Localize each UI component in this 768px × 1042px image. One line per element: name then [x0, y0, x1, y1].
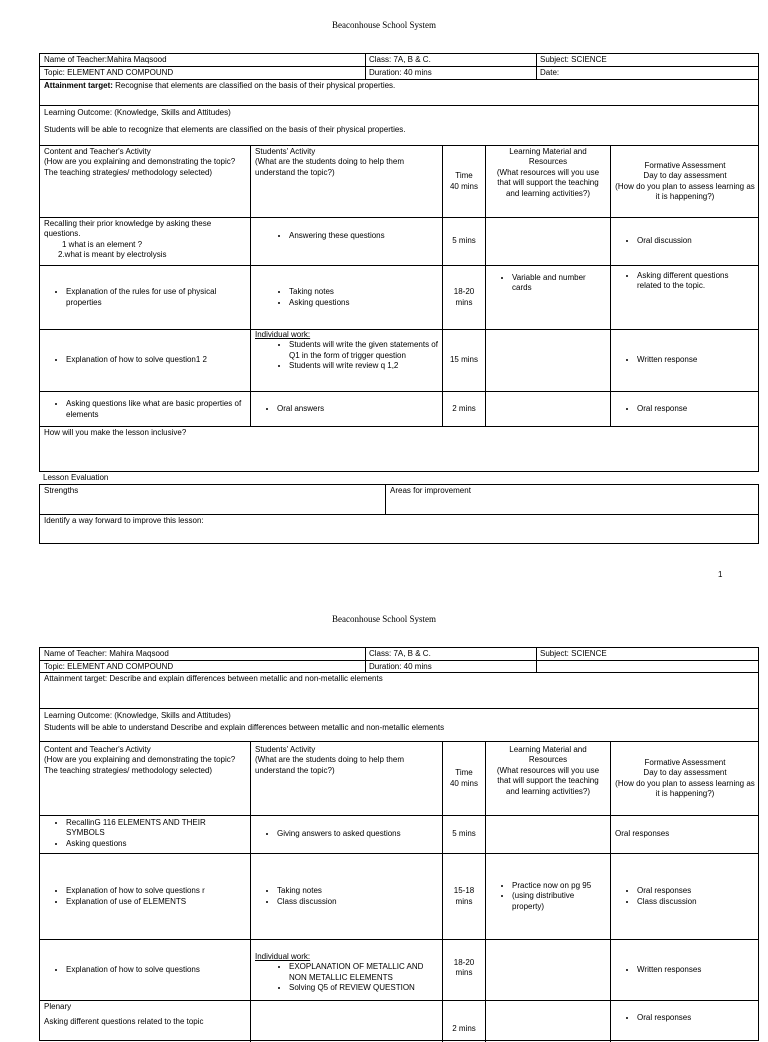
- date-field: Date:: [540, 68, 560, 77]
- attainment-text-page2: Describe and explain differences between metallic and non-metallic elements: [109, 674, 383, 683]
- class-info: Class: 7A, B & C.: [369, 55, 431, 64]
- attainment-target: [40, 80, 758, 92]
- attainment-block-page2: [39, 672, 759, 742]
- p2-row2-material: • Practice now on pg 95 • (using distributive property): [486, 854, 610, 939]
- attainment-label-page2: Attainment target:: [44, 674, 108, 683]
- plenary-time: 2 mins: [452, 1024, 476, 1033]
- learning-outcome-text-page2: Students will be able to understand Describe and explain differences between metallic and non-metallic elements: [44, 723, 445, 732]
- attainment-target-page2: [40, 673, 758, 685]
- plenary-label: Plenary: [44, 1002, 72, 1011]
- attainment-label: Attainment target:: [44, 81, 113, 90]
- p2-row2-content: • Explanation of how to solve questions r • Explanation of use of ELEMENTS: [40, 854, 250, 939]
- duration-info: Duration: 40 mins: [369, 68, 432, 77]
- p2-row1-students: • Giving answers to asked questions: [251, 816, 442, 853]
- p2-row2-students: • Taking notes • Class discussion: [251, 854, 442, 939]
- p2-row3-students: Individual work: • EXOPLANATION OF METALLIC AND NON METALLIC ELEMENTS • Solving Q5 of REVIEW QUESTION: [251, 951, 442, 1000]
- header-students-activity-page2: Students' Activity (What are the students doing to help them understand the topic?): [255, 745, 404, 775]
- areas-for-improvement-label: Areas for improvement: [390, 486, 471, 495]
- school-name-page1: Beaconhouse School System: [332, 20, 436, 30]
- header-learning-material: Learning Material and Resources (What resources will you use that will support the teaching and learning activities?): [496, 147, 600, 198]
- p2-row1-time: 5 mins: [452, 829, 476, 839]
- inclusive-question: How will you make the lesson inclusive?: [44, 428, 187, 437]
- row3-students: Individual work: • Students will write the given statements of Q1 in the form of trigger question • Students will write review q 1,2: [251, 329, 442, 391]
- row2-students: • Taking notes • Asking questions: [251, 266, 442, 329]
- plenary-cell: [40, 1001, 250, 1042]
- subject-info: Subject: SCIENCE: [540, 55, 607, 64]
- plenary-text: Asking different questions related to the topic: [44, 1017, 204, 1027]
- strengths-label: Strengths: [44, 486, 79, 495]
- row3-assessment: • Written response: [611, 330, 759, 391]
- teacher-name-page2: Name of Teacher: Mahira Maqsood: [44, 649, 169, 658]
- teacher-name: Name of Teacher:Mahira Maqsood: [44, 55, 167, 64]
- info-header-page1: [39, 53, 759, 80]
- way-forward-label: Identify a way forward to improve this lesson:: [44, 516, 204, 525]
- row2-assessment: • Asking different questions related to the topic.: [611, 270, 759, 293]
- duration-info-page2: Duration: 40 mins: [369, 662, 432, 671]
- activity-table-page2: [39, 741, 759, 1041]
- row1-content: Recalling their prior knowledge by asking these questions. 1 what is an element ? 2.what is meant by electrolysis: [44, 219, 212, 260]
- p2-row2-assessment: • Oral responses • Class discussion: [611, 854, 759, 939]
- header-students-activity: Students' Activity (What are the students doing to help them understand the topic?): [255, 147, 404, 177]
- evaluation-table: [39, 484, 759, 544]
- header-formative-assessment-page2: Formative Assessment Day to day assessment (How do you plan to assess learning as it is happening?): [615, 757, 755, 798]
- lesson-evaluation-label: Lesson Evaluation: [43, 473, 109, 482]
- class-info-page2: Class: 7A, B & C.: [369, 649, 431, 658]
- header-formative-assessment: Formative Assessment Day to day assessment (How do you plan to assess learning as it is happening?): [615, 160, 755, 201]
- row1-assessment: • Oral discussion: [611, 218, 759, 265]
- learning-outcome-heading: Learning Outcome: (Knowledge, Skills and Attitudes): [44, 108, 231, 117]
- topic-info: Topic: ELEMENT AND COMPOUND: [44, 68, 174, 77]
- school-name-page2: Beaconhouse School System: [332, 614, 436, 624]
- row4-content: • Asking questions like what are basic properties of elements: [40, 392, 250, 427]
- row2-material: • Variable and number cards: [486, 272, 610, 295]
- p2-row3-content: • Explanation of how to solve questions: [40, 940, 250, 1000]
- plenary-assessment: • Oral responses: [611, 1012, 759, 1024]
- learning-outcome-text: Students will be able to recognize that elements are classified on the basis of their physical properties.: [44, 125, 406, 134]
- row2-time: 18-20 mins: [453, 287, 475, 307]
- row4-assessment: • Oral response: [611, 392, 759, 427]
- header-content-activity: Content and Teacher's Activity (How are you explaining and demonstrating the topic? The teaching strategies/ methodology selected): [44, 147, 236, 177]
- p2-row3-time: 18-20 mins: [453, 958, 475, 978]
- row2-content: • Explanation of the rules for use of physical properties: [40, 266, 250, 329]
- header-content-activity-page2: Content and Teacher's Activity (How are you explaining and demonstrating the topic? The teaching strategies/ methodology selected): [44, 745, 236, 775]
- attainment-text: Recognise that elements are classified on the basis of their physical properties.: [115, 81, 396, 90]
- p2-row1-content: • RecallinG 116 ELEMENTS AND THEIR SYMBOLS • Asking questions: [40, 817, 250, 853]
- row1-students: • Answering these questions: [251, 230, 442, 242]
- info-header-page2: [39, 647, 759, 673]
- topic-info-page2: Topic: ELEMENT AND COMPOUND: [44, 662, 174, 671]
- activity-table-page1: [39, 145, 759, 427]
- row4-students: • Oral answers: [251, 392, 442, 427]
- header-time-page2: Time 40 mins: [449, 768, 478, 788]
- row3-content: • Explanation of how to solve question1 2: [40, 330, 250, 391]
- p2-row3-assessment: • Written responses: [611, 940, 759, 1000]
- p2-row1-assessment: Oral responses: [615, 829, 670, 839]
- inclusive-block: [39, 426, 759, 472]
- attainment-block-page1: [39, 79, 759, 146]
- page-number: 1: [718, 570, 723, 579]
- row3-time: 15 mins: [449, 355, 478, 365]
- row1-time: 5 mins: [452, 236, 476, 246]
- header-learning-material-page2: Learning Material and Resources (What resources will you use that will support the teaching and learning activities?): [496, 745, 600, 796]
- header-time: Time 40 mins: [449, 171, 478, 191]
- p2-row2-time: 15-18 mins: [453, 886, 475, 906]
- row4-time: 2 mins: [452, 404, 476, 414]
- learning-outcome-heading-page2: Learning Outcome: (Knowledge, Skills and Attitudes): [44, 711, 231, 720]
- subject-info-page2: Subject: SCIENCE: [540, 649, 607, 658]
